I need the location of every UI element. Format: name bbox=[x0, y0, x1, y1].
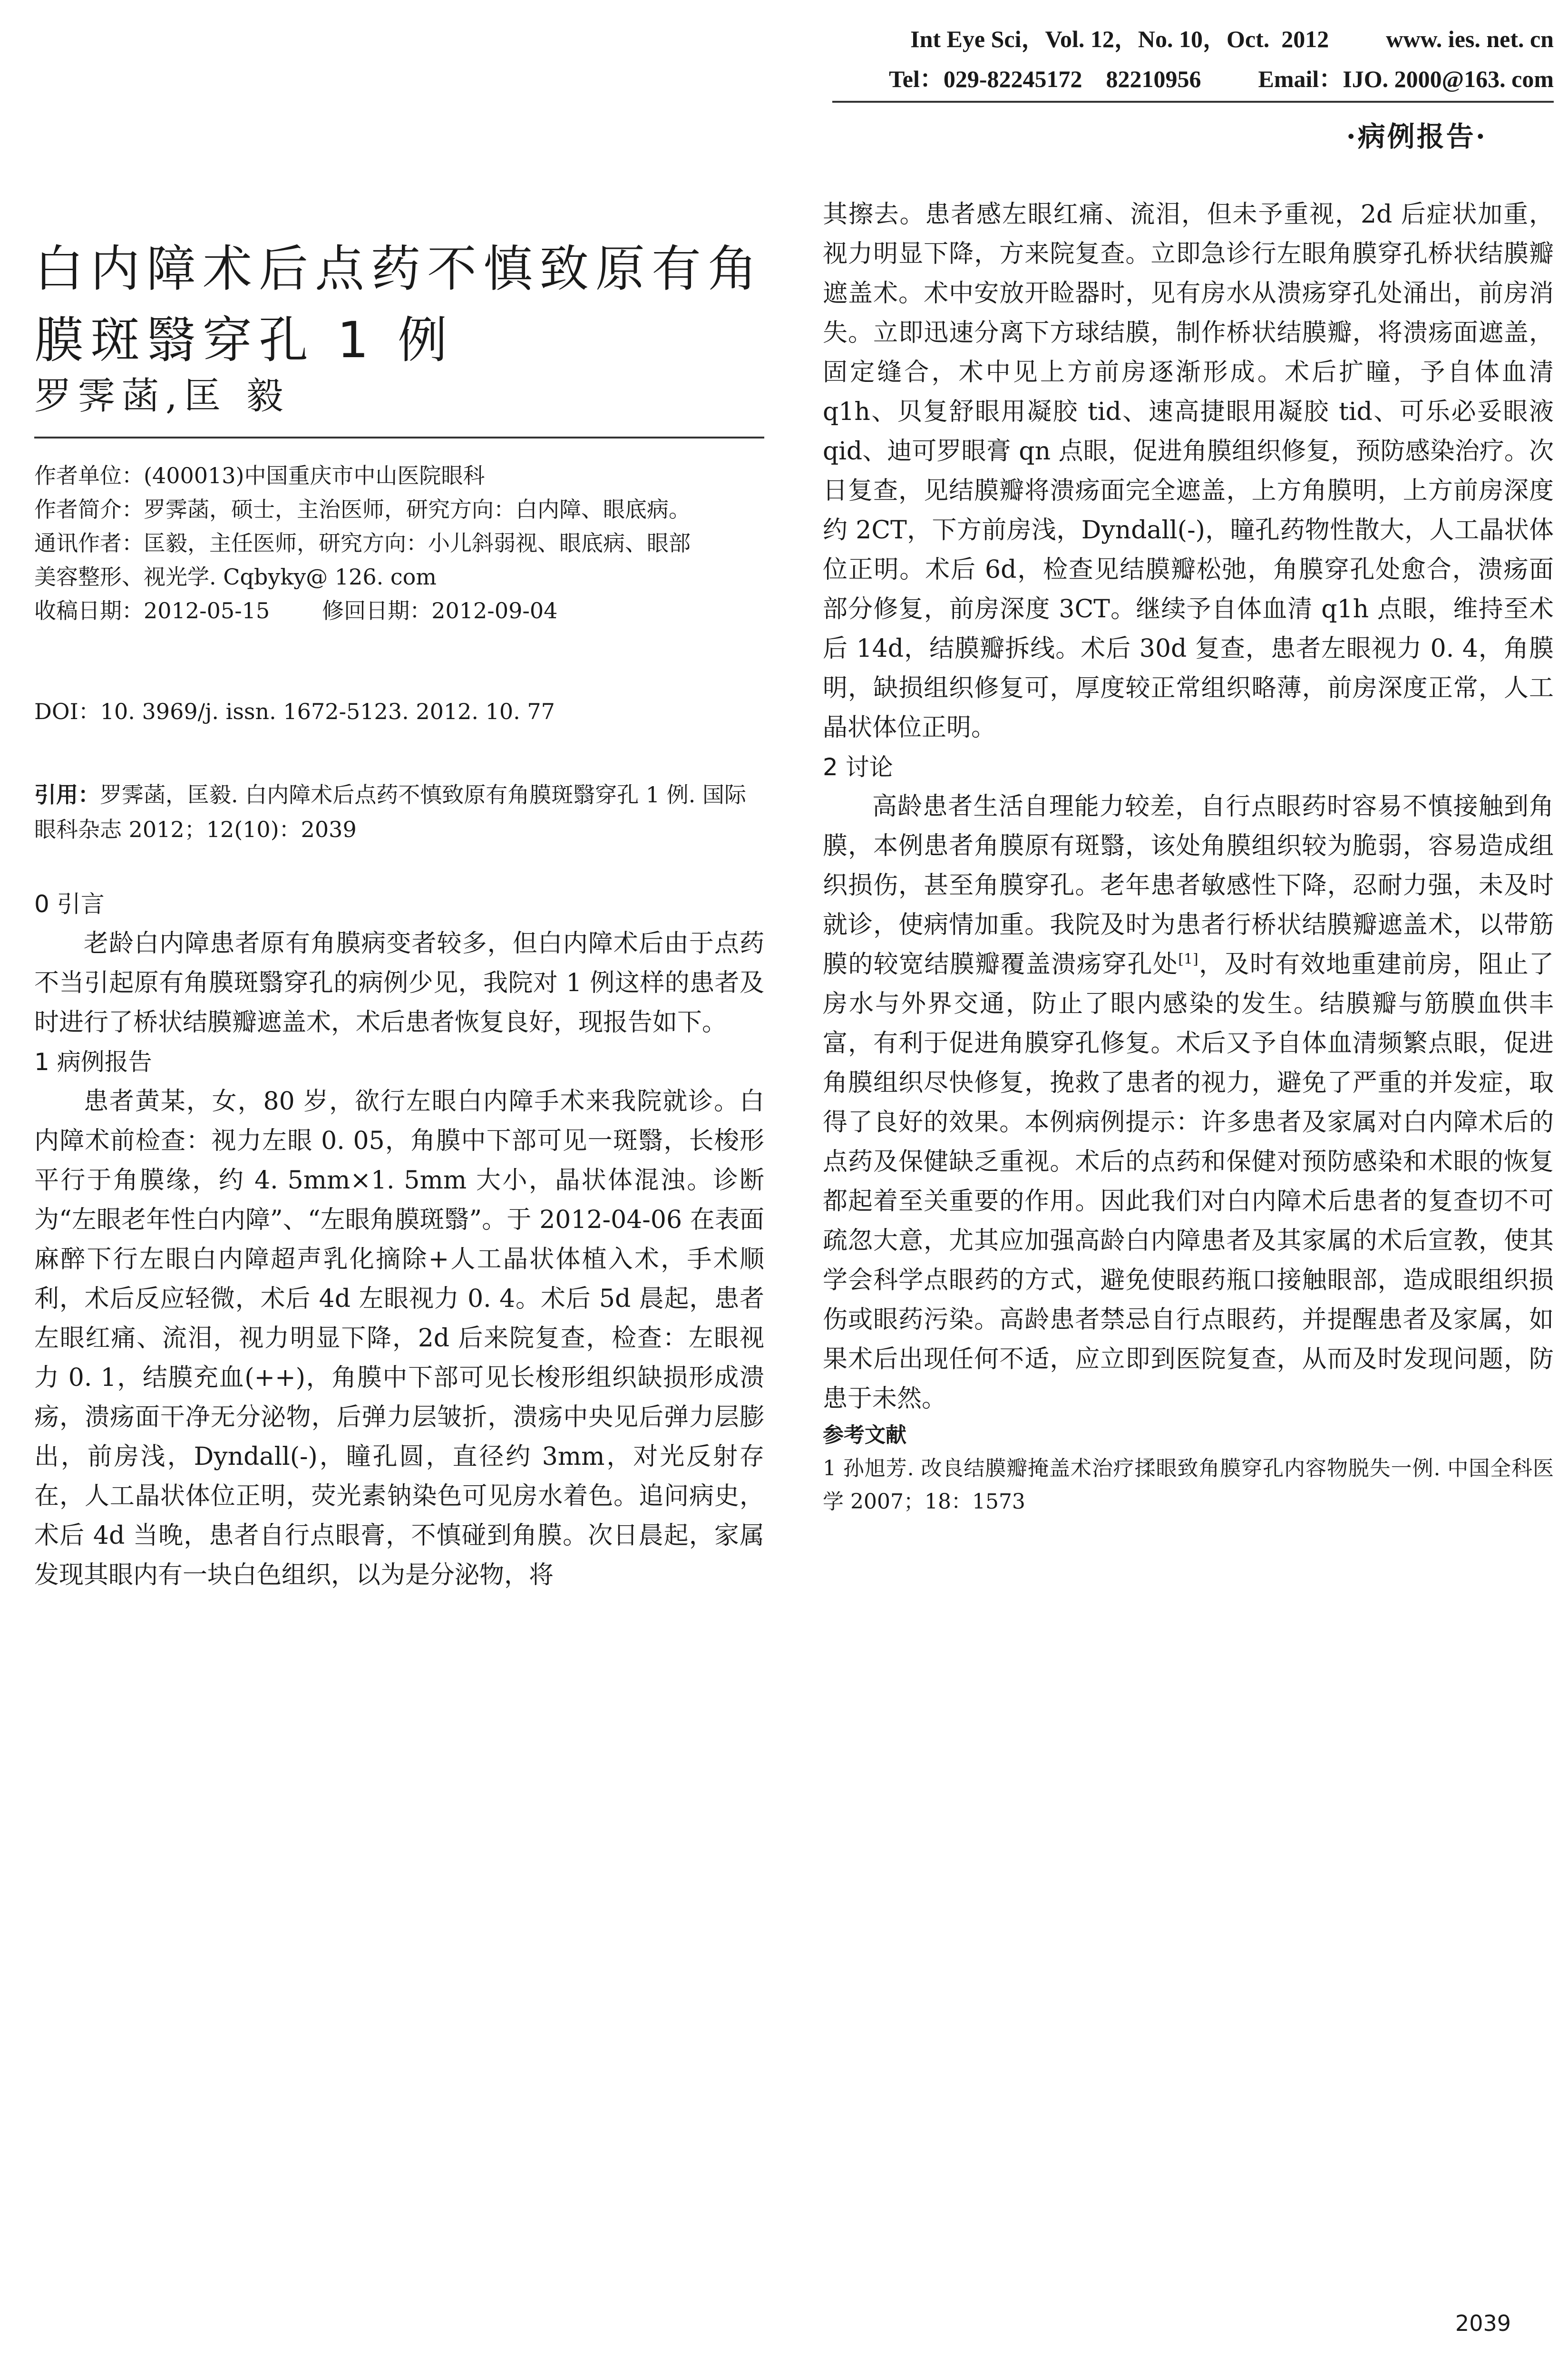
header-divider bbox=[832, 101, 1554, 103]
citation bbox=[34, 778, 764, 847]
author-1: 罗霁菡, bbox=[34, 375, 184, 418]
reference-item: 1 孙旭芳. 改良结膜瓣掩盖术治疗揉眼致角膜穿孔内容物脱失一例. 中国全科医学 2007；18：1573 bbox=[823, 1456, 1554, 1514]
journal-email[interactable]: Email：IJO. 2000@163. com bbox=[1258, 66, 1554, 92]
corresponding-author-2: 美容整形、视光学. Cqbyky@ 126. com bbox=[34, 564, 437, 590]
revised-date: 修回日期：2012-09-04 bbox=[322, 598, 558, 623]
journal-website[interactable]: www. ies. net. cn bbox=[1386, 26, 1554, 52]
dates bbox=[34, 594, 764, 628]
journal-tel: Tel：029-82245172 82210956 bbox=[889, 66, 1201, 92]
journal-header bbox=[889, 19, 1554, 99]
heading-discussion: 2 讨论 bbox=[823, 753, 893, 781]
title-line-2: 膜斑翳穿孔 1 例 bbox=[34, 311, 454, 369]
title-divider bbox=[34, 437, 764, 438]
paragraph-discussion bbox=[823, 787, 1554, 1419]
right-column-body bbox=[823, 195, 1554, 1519]
page-number: 2039 bbox=[1455, 2310, 1511, 2336]
affiliation: 作者单位：(400013)中国重庆市中山医院眼科 bbox=[34, 463, 485, 488]
corresponding-author-1: 通讯作者：匡毅，主任医师，研究方向：小儿斜弱视、眼底病、眼部 bbox=[34, 530, 691, 556]
discussion-text-1: 高龄患者生活自理能力较差，自行点眼药时容易不慎接触到角膜，本例患者角膜原有斑翳，该处角膜组织较为脆弱，容易造成组织损伤，甚至角膜穿孔。老年患者敏感性下降，忍耐力强，未及时就诊，使病情加重。我院及时为患者行桥状结膜瓣遮盖术，以带筋膜的较宽结膜瓣覆盖溃疡穿孔处 bbox=[823, 792, 1554, 979]
title-line-1: 白内障术后点药不慎致原有角 bbox=[34, 239, 764, 298]
author-bio: 作者简介：罗霁菡，硕士，主治医师，研究方向：白内障、眼底病。 bbox=[34, 497, 691, 522]
heading-introduction: 0 引言 bbox=[34, 890, 105, 918]
journal-citation-line: Int Eye Sci，Vol. 12，No. 10，Oct. 2012 bbox=[910, 26, 1329, 52]
section-tag: ·病例报告· bbox=[1346, 120, 1487, 153]
author-info bbox=[34, 459, 764, 628]
author-2: 匡 毅 bbox=[184, 375, 290, 418]
paragraph-case-report-2: 其擦去。患者感左眼红痛、流泪，但未予重视，2d 后症状加重，视力明显下降，方来院复查。立即急诊行左眼角膜穿孔桥状结膜瓣遮盖术。术中安放开睑器时，见有房水从溃疡穿孔处涌出，前房消失。立即迅速分离下方球结膜，制作桥状结膜瓣，将溃疡面遮盖，固定缝合，术中见上方前房逐渐形成。术后扩瞳，予自体血清 q1h、贝复舒眼用凝胶 tid、速高捷眼用凝胶 tid、可乐必妥眼液 qid、迪可罗眼膏 qn 点眼，促进角膜组织修复，预防感染治疗。次日复查，见结膜瓣将溃疡面完全遮盖，上方角膜明，上方前房深度约 2CT，下方前房浅，Dyndall(-)，瞳孔药物性散大，人工晶状体位正明。术后 6d，检查见结膜瓣松弛，角膜穿孔处愈合，溃疡面部分修复，前房深度 3CT。继续予自体血清 q1h 点眼，维持至术后 14d，结膜瓣拆线。术后 30d 复查，患者左眼视力 0. 4，角膜明，缺损组织修复可，厚度较正常组织略薄，前房深度正常，人工晶状体位正明。 bbox=[823, 200, 1554, 742]
discussion-text-2: ，及时有效地重建前房，阻止了房水与外界交通，防止了眼内感染的发生。结膜瓣与筋膜血供丰富，有利于促进角膜穿孔修复。术后又予自体血清频繁点眼，促进角膜组织尽快修复，挽救了患者的视力，避免了严重的并发症，取得了良好的效果。本例病例提示：许多患者及家属对白内障术后的点药及保健缺乏重视。术后的点药和保健对预防感染和术眼的恢复都起着至关重要的作用。因此我们对白内障术后患者的复查切不可疏忽大意，尤其应加强高龄白内障患者及其家属的术后宣教，使其学会科学点眼药的方式，避免使眼药瓶口接触眼部，造成眼组织损伤或眼药污染。高龄患者禁忌自行点眼药，并提醒患者及家属，如果术后出现任何不适，应立即到医院复查，从而及时发现问题，防患于未然。 bbox=[823, 950, 1554, 1413]
author-list bbox=[34, 366, 290, 419]
received-date: 收稿日期：2012-05-15 bbox=[34, 598, 270, 623]
references-heading: 参考文献 bbox=[823, 1423, 906, 1447]
citation-label: 引用： bbox=[34, 782, 100, 808]
paragraph-case-report-1: 患者黄某，女，80 岁，欲行左眼白内障手术来我院就诊。白内障术前检查：视力左眼 0. 05，角膜中下部可见一斑翳，长梭形平行于角膜缘，约 4. 5mm×1. 5mm 大小，晶状体混浊。诊断为“左眼老年性白内障”、“左眼角膜斑翳”。于 2012-04-06 在表面麻醉下行左眼白内障超声乳化摘除+人工晶状体植入术，手术顺利，术后反应轻微，术后 4d 左眼视力 0. 4。术后 5d 晨起，患者左眼红痛、流泪，视力明显下降，2d 后来院复查，检查：左眼视力 0. 1，结膜充血(++)，角膜中下部可见长梭形组织缺损形成溃疡，溃疡面干净无分泌物，后弹力层皱折，溃疡中央见后弹力层膨出，前房浅，Dyndall(-)，瞳孔圆，直径约 3mm，对光反射存在，人工晶状体位正明，荧光素钠染色可见房水着色。追问病史，术后 4d 当晚，患者自行点眼膏，不慎碰到角膜。次日晨起，家属发现其眼内有一块白色组织，以为是分泌物，将 bbox=[34, 1087, 764, 1589]
heading-case-report: 1 病例报告 bbox=[34, 1048, 152, 1076]
reference-marker[interactable]: [1] bbox=[1178, 951, 1198, 968]
article-title bbox=[34, 233, 764, 376]
citation-text: 罗霁菡，匡毅. 白内障术后点药不慎致原有角膜斑翳穿孔 1 例. 国际眼科杂志 2012；12(10)：2039 bbox=[34, 782, 746, 842]
left-column-body bbox=[34, 885, 764, 1595]
paragraph-introduction: 老龄白内障患者原有角膜病变者较多，但白内障术后由于点药不当引起原有角膜斑翳穿孔的病例少见，我院对 1 例这样的患者及时进行了桥状结膜瓣遮盖术，术后患者恢复良好，现报告如下。 bbox=[34, 929, 764, 1037]
doi[interactable]: DOI：10. 3969/j. issn. 1672-5123. 2012. 10. 77 bbox=[34, 699, 555, 724]
